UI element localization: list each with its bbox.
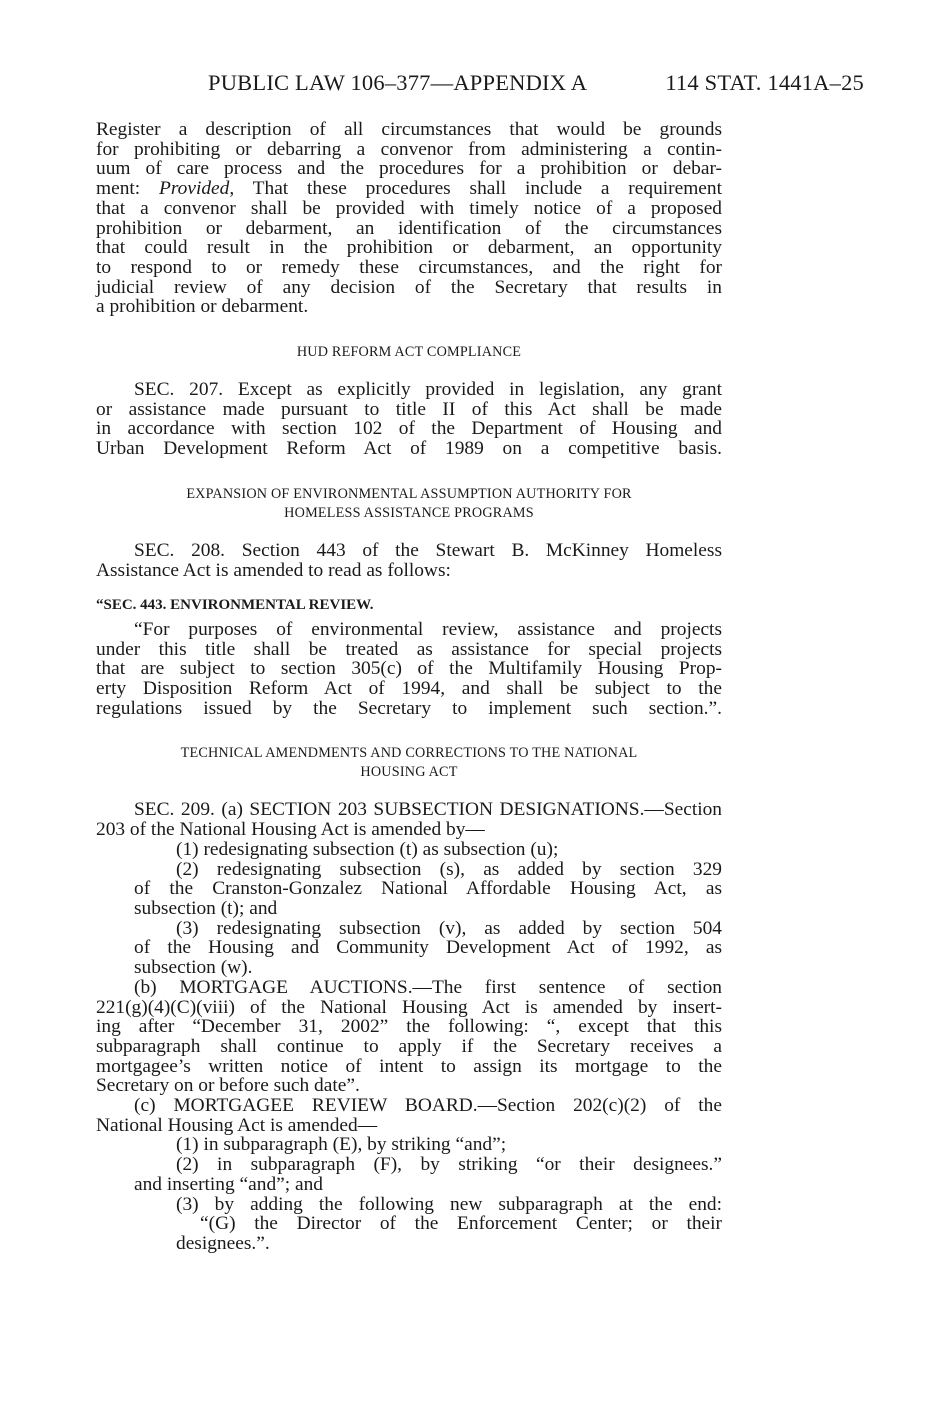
- text-line: subsection (w).: [134, 957, 253, 979]
- list-item: (2) redesignating subsection (s), as added by section 329: [176, 858, 722, 880]
- text-line: that could result in the prohibition or debarment, an opportunity: [96, 237, 722, 259]
- text-line: SEC. 209. (a) SECTION 203 SUBSECTION DESIGNATIONS.—Section: [134, 799, 722, 821]
- text-line: 203 of the National Housing Act is amended by—: [96, 819, 485, 841]
- text-line: a prohibition or debarment.: [96, 296, 309, 318]
- text-line: to respond to or remedy these circumstances, and the right for: [96, 256, 722, 278]
- text-line: (c) MORTGAGEE REVIEW BOARD.—Section 202(c)(2) of the: [134, 1095, 722, 1117]
- document-body: [96, 120, 722, 1254]
- list-item: (1) redesignating subsection (t) as subsection (u);: [176, 838, 559, 860]
- text-line: subsection (t); and: [134, 897, 278, 919]
- text-line: for prohibiting or debarring a convenor from administering a contin-: [96, 138, 722, 160]
- text-line: SEC. 208. Section 443 of the Stewart B. McKinney Homeless: [134, 539, 722, 561]
- section-heading-technical-amendments: TECHNICAL AMENDMENTS AND CORRECTIONS TO THE NATIONAL HOUSING ACT: [180, 745, 638, 781]
- text-line: ing after “December 31, 2002” the following: “, except that this: [96, 1016, 722, 1038]
- section-209: [96, 800, 722, 1253]
- text-line: Assistance Act is amended to read as follows:: [96, 559, 451, 581]
- text-line: Register a description of all circumstances that would be grounds: [96, 119, 722, 140]
- paragraph-continuation: [96, 120, 722, 317]
- text-line: of the Cranston-Gonzalez National Affordable Housing Act, as: [134, 878, 722, 900]
- section-207: [96, 380, 722, 459]
- header-stat-page: 114 STAT. 1441A–25: [665, 70, 864, 95]
- text-line: of the Housing and Community Development Act of 1992, as: [134, 937, 722, 959]
- text-line: subparagraph shall continue to apply if the Secretary receives a: [96, 1035, 722, 1057]
- text-line: Urban Development Reform Act of 1989 on a competitive basis.: [96, 438, 722, 460]
- text-line: judicial review of any decision of the Secretary that results in: [96, 276, 722, 298]
- text-line: and inserting “and”; and: [134, 1173, 323, 1195]
- section-443-title: “SEC. 443. ENVIRONMENTAL REVIEW.: [96, 597, 374, 614]
- text-line: “For purposes of environmental review, assistance and projects: [134, 618, 722, 640]
- text-line: erty Disposition Reform Act of 1994, and shall be subject to the: [96, 678, 722, 700]
- section-heading-hud-reform: HUD REFORM ACT COMPLIANCE: [296, 344, 522, 361]
- quoted-text-line: “(G) the Director of the Enforcement Center; or their: [200, 1213, 722, 1235]
- section-443-text: [96, 620, 722, 719]
- text-line: SEC. 207. Except as explicitly provided in legislation, any grant: [134, 379, 722, 401]
- text-line: mortgagee’s written notice of intent to assign its mortgage to the: [96, 1055, 722, 1077]
- quoted-text-line: designees.”.: [176, 1232, 270, 1254]
- text-line: that are subject to section 305(c) of the Multifamily Housing Prop-: [96, 658, 722, 680]
- header-public-law: PUBLIC LAW 106–377—APPENDIX A: [208, 70, 588, 95]
- list-item: (1) in subparagraph (E), by striking “and”;: [176, 1134, 507, 1156]
- text-line: in accordance with section 102 of the Department of Housing and: [96, 418, 722, 440]
- text-line: regulations issued by the Secretary to implement such section.”.: [96, 697, 722, 719]
- text-line: ment: Provided, That these procedures shall include a requirement: [96, 178, 722, 200]
- list-item: (3) redesignating subsection (v), as added by section 504: [176, 917, 722, 939]
- section-heading-environmental: EXPANSION OF ENVIRONMENTAL ASSUMPTION AUTHORITY FOR HOMELESS ASSISTANCE PROGRAMS: [186, 485, 632, 521]
- text-line: National Housing Act is amended—: [96, 1114, 378, 1136]
- text-line: that a convenor shall be provided with timely notice of a proposed: [96, 197, 722, 219]
- list-item: (2) in subparagraph (F), by striking “or their designees.”: [176, 1154, 722, 1176]
- text-line: under this title shall be treated as assistance for special projects: [96, 638, 722, 660]
- list-item: (3) by adding the following new subparagraph at the end:: [176, 1193, 722, 1215]
- provided-italic: Provided: [158, 178, 230, 200]
- section-208: [96, 541, 722, 580]
- text-line: (b) MORTGAGE AUCTIONS.—The first sentence of section: [134, 976, 722, 998]
- text-line: 221(g)(4)(C)(viii) of the National Housing Act is amended by insert-: [96, 996, 722, 1018]
- text-line: prohibition or debarment, an identification of the circumstances: [96, 217, 722, 239]
- text-line: uum of care process and the procedures for a prohibition or debar-: [96, 158, 722, 180]
- text-line: Secretary on or before such date”.: [96, 1075, 360, 1097]
- text-line: or assistance made pursuant to title II of this Act shall be made: [96, 398, 722, 420]
